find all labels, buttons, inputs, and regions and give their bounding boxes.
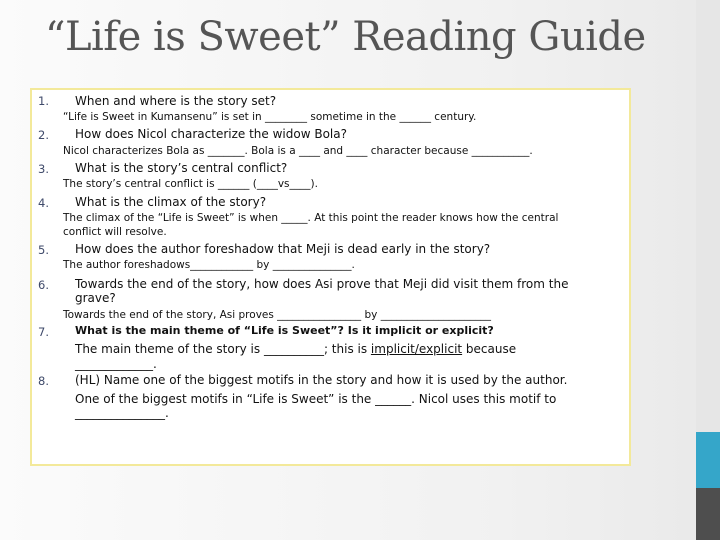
- question-continuation: grave?: [75, 291, 116, 305]
- question-text: Towards the end of the story, how does Asi prove that Meji did visit them from the: [75, 277, 569, 291]
- item-number: 3.: [38, 162, 49, 176]
- item-number: 6.: [38, 278, 49, 292]
- answer-continuation: _____________.: [75, 357, 157, 371]
- answer-text: Nicol characterizes Bola as _______. Bola is a ____ and ____ character because ___________.: [63, 145, 533, 157]
- question-text: How does the author foreshadow that Meji is dead early in the story?: [75, 242, 491, 256]
- answer-text: One of the biggest motifs in “Life is Sweet” is the ______. Nicol uses this motif to: [75, 392, 557, 406]
- item-number: 1.: [38, 94, 49, 108]
- answer-text: The story’s central conflict is ______ (____vs____).: [63, 178, 318, 190]
- item-number: 7.: [38, 325, 49, 339]
- answer-text: Towards the end of the story, Asi proves ________________ by _____________________: [63, 309, 491, 321]
- question-text: What is the main theme of “Life is Sweet”? Is it implicit or explicit?: [75, 324, 494, 337]
- right-dark-bar: [696, 488, 720, 540]
- item-number: 5.: [38, 243, 49, 257]
- answer-text: The author foreshadows____________ by _______________.: [63, 259, 355, 271]
- answer-text: The climax of the “Life is Sweet” is when _____. At this point the reader knows how the central: [63, 212, 559, 224]
- item-number: 8.: [38, 374, 49, 388]
- answer-text: “Life is Sweet in Kumansenu” is set in ________ sometime in the ______ century.: [63, 111, 477, 123]
- question-text: What is the climax of the story?: [75, 195, 267, 209]
- question-text: What is the story’s central conflict?: [75, 161, 288, 175]
- item-number: 2.: [38, 128, 49, 142]
- question-text: How does Nicol characterize the widow Bola?: [75, 127, 347, 141]
- implicit-explicit-choice: implicit/explicit: [370, 342, 463, 356]
- question-text: When and where is the story set?: [75, 94, 277, 108]
- answer-continuation: conflict will resolve.: [63, 226, 167, 238]
- page-title: “Life is Sweet” Reading Guide: [45, 14, 646, 60]
- item-number: 4.: [38, 196, 49, 210]
- answer-text: The main theme of the story is __________; this is implicit/explicit because: [75, 342, 517, 356]
- right-accent-bar: [696, 432, 720, 488]
- answer-continuation: _______________.: [75, 406, 169, 420]
- question-text: (HL) Name one of the biggest motifs in the story and how it is used by the author.: [75, 373, 568, 387]
